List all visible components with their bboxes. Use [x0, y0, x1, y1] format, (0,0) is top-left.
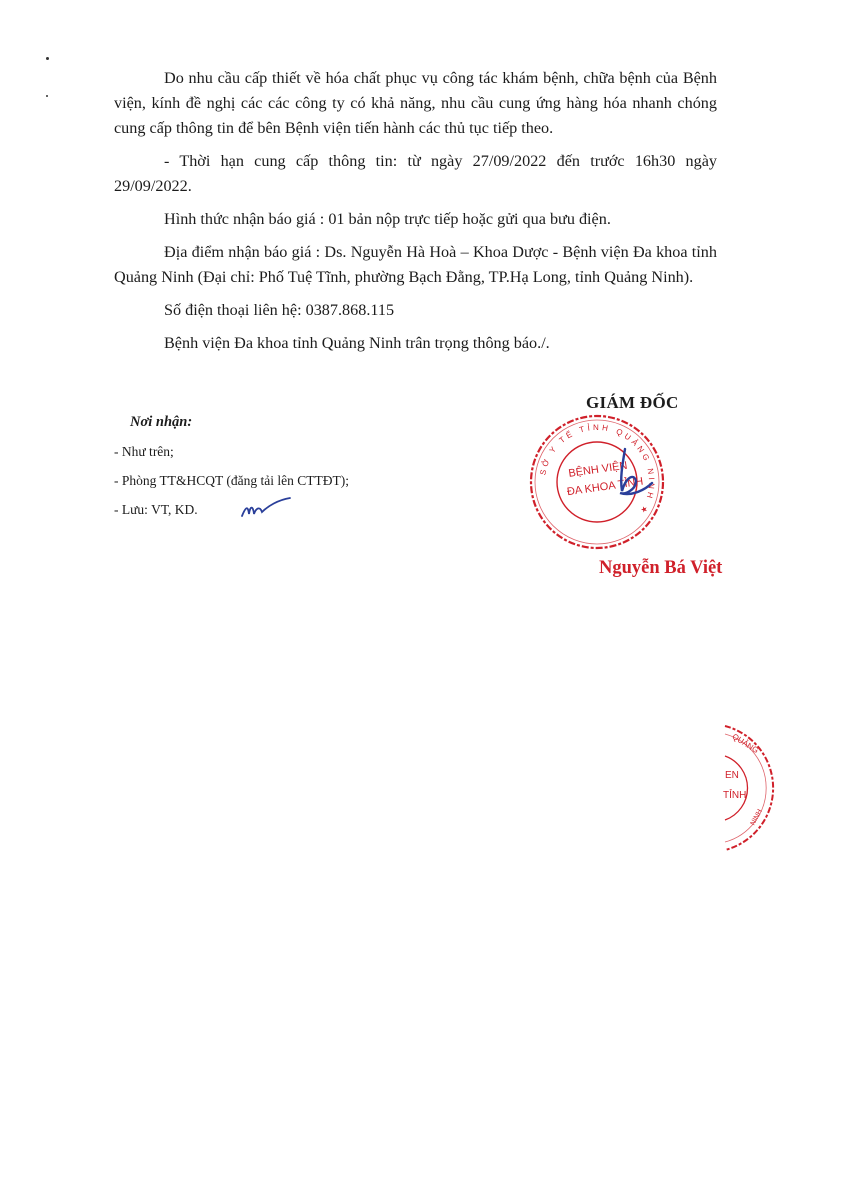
recipient-item: - Lưu: VT, KD.: [114, 502, 198, 517]
svg-text:BỆNH VIỆN: BỆNH VIỆN: [567, 459, 629, 480]
paragraph-phone: Số điện thoại liên hệ: 0387.868.115: [164, 301, 395, 319]
svg-text:TỈNH: TỈNH: [723, 790, 747, 801]
svg-text:SỞ Y TẾ TỈNH QUẢNG NINH ★: SỞ Y TẾ TỈNH QUẢNG NINH ★: [538, 422, 657, 518]
svg-text:EN: EN: [725, 770, 739, 781]
paragraph-submission-form: Hình thức nhận báo giá : 01 bản nộp trực tiếp hoặc gửi qua bưu điện.: [164, 210, 611, 228]
recipient-item: - Như trên;: [114, 444, 174, 459]
recipient-item: - Phòng TT&HCQT (đăng tải lên CTTĐT);: [114, 473, 349, 488]
svg-text:QUẢNG: QUẢNG: [730, 731, 761, 756]
paragraph-submission-address: Địa điểm nhận báo giá : Ds. Nguyễn Hà Hoà – Khoa Dược - Bệnh viện Đa khoa tỉnh Quảng Ninh (Đại chỉ: Phố Tuệ Tĩnh, phường Bạch Đằng, TP.Hạ Long, tỉnh Quảng Ninh).: [114, 243, 717, 286]
svg-text:NINH: NINH: [749, 808, 764, 827]
recipients-heading: Nơi nhận:: [130, 414, 193, 430]
svg-text:ĐA KHOA TỈNH: ĐA KHOA TỈNH: [566, 475, 645, 499]
scan-speck: [46, 95, 48, 97]
paragraph-deadline: - Thời hạn cung cấp thông tin: từ ngày 27/09/2022 đến trước 16h30 ngày 29/09/2022.: [114, 152, 717, 195]
signer-title: GIÁM ĐỐC: [586, 393, 679, 412]
scan-speck: [46, 57, 49, 60]
letter-body: [114, 66, 717, 364]
paragraph-closing: Bệnh viện Đa khoa tỉnh Quảng Ninh trân trọng thông báo./.: [164, 334, 550, 352]
paragraph-request: Do nhu cầu cấp thiết về hóa chất phục vụ công tác khám bệnh, chữa bệnh của Bệnh viện, kính đề nghị các các công ty có khả năng, nhu cầu cung ứng hàng hóa nhanh chóng cung cấp thông tin để bên Bệnh viện tiến hành các thủ tục tiếp theo.: [114, 69, 717, 137]
signer-name: Nguyễn Bá Việt: [599, 558, 723, 578]
initials-signature: [238, 496, 294, 522]
official-seal: [522, 407, 672, 557]
overlap-seal-fragment: [695, 718, 795, 858]
